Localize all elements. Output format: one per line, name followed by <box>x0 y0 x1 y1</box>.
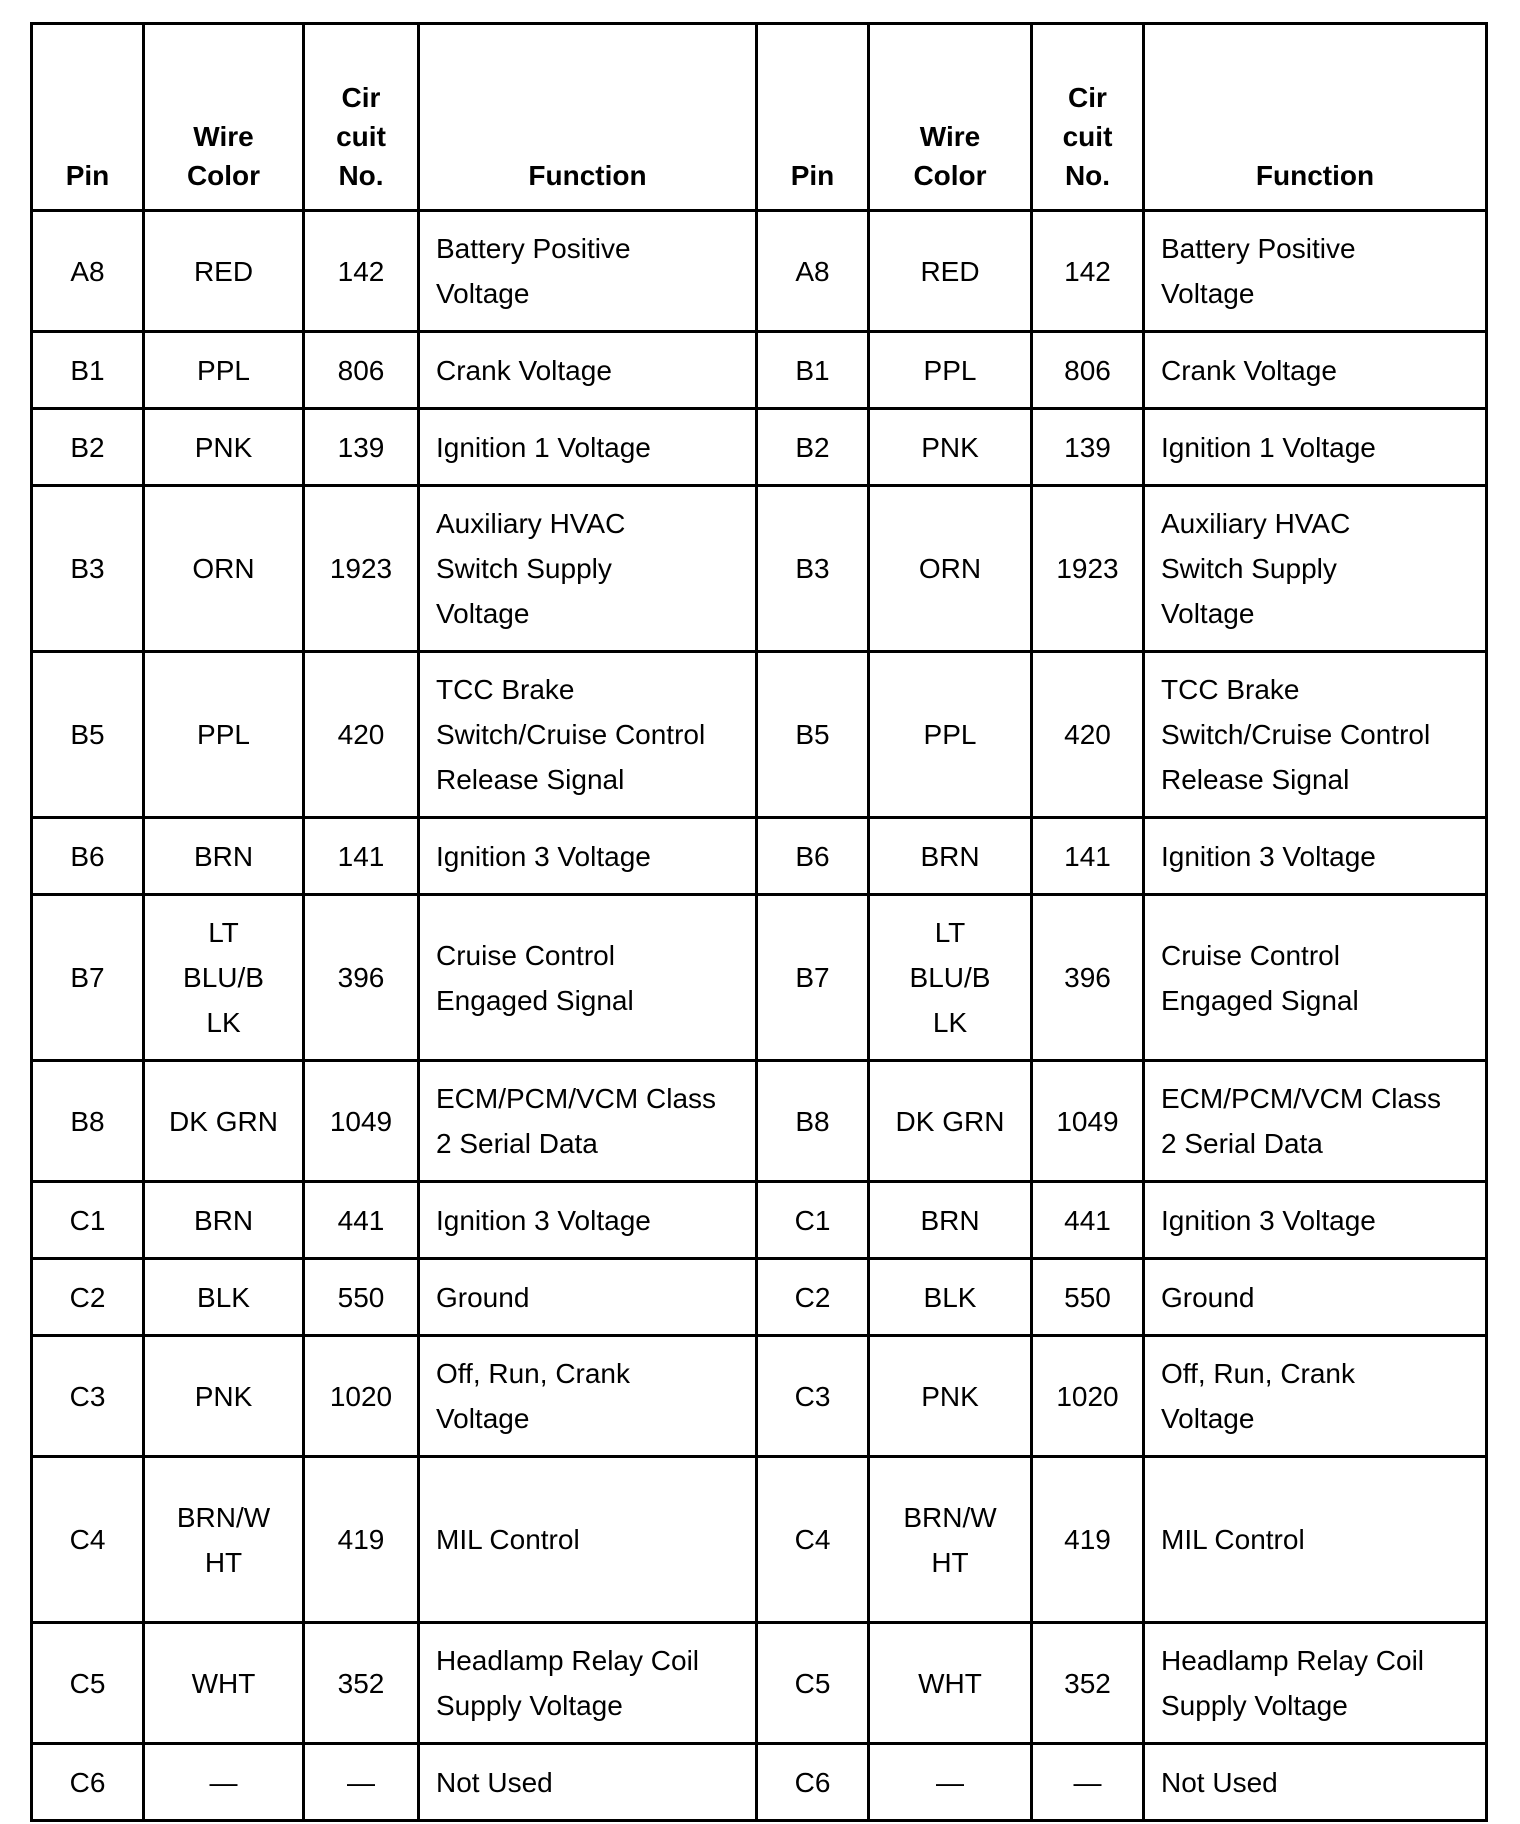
header-wire-color: Wire Color <box>144 24 304 211</box>
wire-color-cell <box>144 818 304 895</box>
wire-color-cell-right <box>869 818 1032 895</box>
table-row <box>32 1259 1487 1336</box>
function-cell <box>419 818 757 895</box>
wire-color-cell <box>144 1623 304 1744</box>
circuit-no-cell <box>304 1623 419 1744</box>
wire-color-cell-right <box>869 486 1032 652</box>
header-pin: Pin <box>32 24 144 211</box>
function-cell-right <box>1144 486 1487 652</box>
function-cell <box>419 332 757 409</box>
pin-cell-right <box>757 818 869 895</box>
cell-text: 419 <box>337 1524 385 1555</box>
cell-text: PPL <box>923 719 977 750</box>
wire-color-cell-right <box>869 1744 1032 1821</box>
wire-color-cell <box>144 1061 304 1182</box>
cell-text: BRN <box>193 840 254 872</box>
pin-cell-right <box>757 1259 869 1336</box>
function-cell <box>419 1182 757 1259</box>
header-function: Function <box>419 24 757 211</box>
cell-text: LT BLU/B LK <box>183 917 264 1038</box>
wire-color-cell <box>144 1336 304 1457</box>
cell-text: B1 <box>795 354 830 386</box>
circuit-no-cell <box>304 486 419 652</box>
cell-text: B3 <box>795 553 830 584</box>
cell-text: Off, Run, Crank Voltage <box>436 1358 631 1434</box>
pin-cell-right <box>757 332 869 409</box>
function-cell <box>419 1259 757 1336</box>
circuit-no-cell-right <box>1032 1623 1144 1744</box>
header-row <box>32 24 1487 211</box>
wire-color-cell <box>144 1457 304 1623</box>
function-cell-right <box>1144 1457 1487 1623</box>
table-row <box>32 1061 1487 1182</box>
circuit-no-cell-right <box>1032 332 1144 409</box>
wire-color-cell-right <box>869 1623 1032 1744</box>
cell-text: BLK <box>923 1281 977 1313</box>
pin-cell <box>32 1061 144 1182</box>
circuit-no-cell <box>304 211 419 332</box>
wire-color-cell <box>144 332 304 409</box>
cell-text: B6 <box>70 840 105 872</box>
cell-text: Ground <box>1161 1281 1255 1313</box>
wire-color-cell-right <box>869 1061 1032 1182</box>
wire-color-cell <box>144 1182 304 1259</box>
table-row <box>32 652 1487 818</box>
cell-text: C1 <box>794 1204 831 1236</box>
pin-cell-right <box>757 1744 869 1821</box>
wire-color-cell-right <box>869 895 1032 1061</box>
cell-text: C5 <box>69 1667 106 1699</box>
circuit-no-cell-right <box>1032 1744 1144 1821</box>
circuit-no-cell-right <box>1032 652 1144 818</box>
cell-text: BLK <box>197 1281 250 1313</box>
wire-color-cell-right <box>869 211 1032 332</box>
table-row <box>32 409 1487 486</box>
function-cell-right <box>1144 652 1487 818</box>
cell-text: C2 <box>69 1281 106 1313</box>
table-row <box>32 895 1487 1061</box>
cell-text: PPL <box>197 719 250 750</box>
pin-cell-right <box>757 1061 869 1182</box>
function-cell-right <box>1144 1623 1487 1744</box>
pin-cell <box>32 409 144 486</box>
wire-color-cell-right <box>869 332 1032 409</box>
cell-text: C5 <box>794 1667 831 1699</box>
cell-text: MIL Control <box>1161 1524 1305 1555</box>
header-circuit-no: Cir cuit No. <box>304 24 419 211</box>
function-cell <box>419 1061 757 1182</box>
connector-pinout-document <box>30 22 1485 1822</box>
cell-text: TCC Brake Switch/Cruise Control Release Signal <box>436 674 706 795</box>
pin-cell <box>32 1744 144 1821</box>
pinout-rows <box>32 211 1487 1821</box>
cell-text: Auxiliary HVAC Switch Supply Voltage <box>436 508 626 629</box>
function-cell-right <box>1144 1259 1487 1336</box>
circuit-no-cell-right <box>1032 1182 1144 1259</box>
cell-text: 142 <box>337 255 385 287</box>
cell-text: A8 <box>795 255 830 287</box>
circuit-no-cell-right <box>1032 895 1144 1061</box>
cell-text: Cruise Control Engaged Signal <box>1161 939 1359 1016</box>
cell-text: C6 <box>69 1766 106 1798</box>
cell-text: 806 <box>1064 354 1111 386</box>
function-cell-right <box>1144 895 1487 1061</box>
circuit-no-cell <box>304 895 419 1061</box>
function-cell <box>419 1457 757 1623</box>
function-cell <box>419 486 757 652</box>
pin-cell <box>32 486 144 652</box>
wire-color-cell-right <box>869 1457 1032 1623</box>
wire-color-cell <box>144 895 304 1061</box>
pin-cell <box>32 1623 144 1744</box>
circuit-no-cell-right <box>1032 486 1144 652</box>
cell-text: 396 <box>337 962 385 993</box>
function-cell-right <box>1144 409 1487 486</box>
cell-text: — <box>347 1766 375 1798</box>
cell-text: 806 <box>337 354 385 386</box>
wire-color-cell <box>144 486 304 652</box>
cell-text: C1 <box>69 1204 106 1236</box>
cell-text: 352 <box>1064 1667 1111 1699</box>
cell-text: Auxiliary HVAC Switch Supply Voltage <box>1161 508 1351 629</box>
circuit-no-cell <box>304 818 419 895</box>
cell-text: DK GRN <box>169 1105 278 1137</box>
header-pin-right: Pin <box>757 24 869 211</box>
cell-text: BRN <box>920 840 980 872</box>
circuit-no-cell <box>304 652 419 818</box>
circuit-no-cell <box>304 1744 419 1821</box>
cell-text: B5 <box>795 719 830 750</box>
cell-text: Ignition 3 Voltage <box>1161 1204 1376 1236</box>
cell-text: B6 <box>795 840 830 872</box>
cell-text: B8 <box>70 1105 105 1137</box>
cell-text: 352 <box>337 1667 385 1699</box>
circuit-no-cell-right <box>1032 409 1144 486</box>
function-cell-right <box>1144 1336 1487 1457</box>
cell-text: C4 <box>794 1524 831 1555</box>
cell-text: 419 <box>1064 1524 1111 1555</box>
cell-text: — <box>1073 1766 1102 1798</box>
wire-color-cell-right <box>869 409 1032 486</box>
cell-text: Cruise Control Engaged Signal <box>436 939 634 1016</box>
cell-text: 139 <box>1064 431 1111 463</box>
circuit-no-cell-right <box>1032 1336 1144 1457</box>
pin-cell-right <box>757 1623 869 1744</box>
cell-text: ORN <box>192 553 255 584</box>
cell-text: 1923 <box>329 553 393 584</box>
circuit-no-cell <box>304 1336 419 1457</box>
cell-text: Headlamp Relay Coil Supply Voltage <box>436 1645 700 1721</box>
pin-cell-right <box>757 1182 869 1259</box>
cell-text: 141 <box>337 840 385 872</box>
circuit-no-cell <box>304 409 419 486</box>
table-row <box>32 818 1487 895</box>
cell-text: 1049 <box>1056 1105 1119 1137</box>
function-cell <box>419 652 757 818</box>
wire-color-cell-right <box>869 1182 1032 1259</box>
wire-color-cell <box>144 409 304 486</box>
pin-cell <box>32 1457 144 1623</box>
circuit-no-cell <box>304 1457 419 1623</box>
cell-text: RED <box>920 255 980 287</box>
table-row <box>32 1457 1487 1623</box>
cell-text: B2 <box>70 431 105 463</box>
cell-text: 420 <box>1064 719 1111 750</box>
wire-color-cell <box>144 1744 304 1821</box>
function-cell-right <box>1144 211 1487 332</box>
cell-text: Headlamp Relay Coil Supply Voltage <box>1161 1645 1425 1721</box>
cell-text: 420 <box>337 719 385 750</box>
circuit-no-cell <box>304 332 419 409</box>
cell-text: C2 <box>794 1281 831 1313</box>
pinout-table <box>30 22 1488 1822</box>
cell-text: Ignition 3 Voltage <box>436 840 651 872</box>
table-row <box>32 1336 1487 1457</box>
table-row <box>32 1182 1487 1259</box>
pin-cell-right <box>757 409 869 486</box>
cell-text: Ignition 1 Voltage <box>436 431 651 463</box>
pin-cell <box>32 211 144 332</box>
function-cell <box>419 211 757 332</box>
function-cell-right <box>1144 1744 1487 1821</box>
cell-text: WHT <box>918 1667 982 1699</box>
cell-text: Crank Voltage <box>436 354 612 386</box>
pin-cell <box>32 818 144 895</box>
cell-text: B5 <box>70 719 105 750</box>
circuit-no-cell <box>304 1061 419 1182</box>
function-cell <box>419 1623 757 1744</box>
function-cell-right <box>1144 1061 1487 1182</box>
cell-text: PPL <box>923 354 977 386</box>
cell-text: B7 <box>70 962 105 993</box>
cell-text: 141 <box>1064 840 1111 872</box>
cell-text: A8 <box>70 255 105 287</box>
pin-cell-right <box>757 652 869 818</box>
function-cell-right <box>1144 818 1487 895</box>
cell-text: B2 <box>795 431 830 463</box>
cell-text: RED <box>193 255 254 287</box>
pin-cell <box>32 1259 144 1336</box>
function-cell <box>419 1744 757 1821</box>
circuit-no-cell <box>304 1182 419 1259</box>
cell-text: Off, Run, Crank Voltage <box>1161 1358 1356 1434</box>
cell-text: Ignition 1 Voltage <box>1161 431 1376 463</box>
function-cell-right <box>1144 1182 1487 1259</box>
circuit-no-cell-right <box>1032 1457 1144 1623</box>
cell-text: Battery Positive Voltage <box>1161 233 1356 309</box>
wire-color-cell <box>144 652 304 818</box>
table-row <box>32 1623 1487 1744</box>
circuit-no-cell-right <box>1032 818 1144 895</box>
cell-text: PNK <box>194 1380 253 1412</box>
cell-text: Not Used <box>1161 1766 1278 1798</box>
cell-text: PPL <box>197 354 250 386</box>
cell-text: B3 <box>70 553 105 584</box>
table-row <box>32 1744 1487 1821</box>
cell-text: — <box>209 1766 238 1798</box>
wire-color-cell <box>144 1259 304 1336</box>
cell-text: Crank Voltage <box>1161 354 1337 386</box>
wire-color-cell <box>144 211 304 332</box>
cell-text: PNK <box>194 431 253 463</box>
cell-text: 441 <box>1064 1204 1111 1236</box>
cell-text: BRN <box>920 1204 980 1236</box>
pin-cell <box>32 1182 144 1259</box>
cell-text: MIL Control <box>436 1524 580 1555</box>
table-row <box>32 332 1487 409</box>
cell-text: 1020 <box>329 1380 393 1412</box>
circuit-no-cell-right <box>1032 1061 1144 1182</box>
cell-text: ORN <box>918 553 982 584</box>
cell-text: 550 <box>1064 1281 1111 1313</box>
circuit-no-cell-right <box>1032 1259 1144 1336</box>
cell-text: PNK <box>921 1380 979 1412</box>
cell-text: B8 <box>795 1105 830 1137</box>
pin-cell-right <box>757 895 869 1061</box>
cell-text: BRN/W HT <box>176 1501 271 1578</box>
cell-text: 142 <box>1064 255 1111 287</box>
cell-text: 441 <box>337 1204 385 1236</box>
cell-text: DK GRN <box>895 1105 1005 1137</box>
cell-text: 396 <box>1064 962 1111 993</box>
cell-text: ECM/PCM/VCM Class 2 Serial Data <box>436 1083 717 1159</box>
table-row <box>32 211 1487 332</box>
circuit-no-cell <box>304 1259 419 1336</box>
cell-text: B7 <box>795 962 830 993</box>
pin-cell <box>32 895 144 1061</box>
header-wire-color-right: Wire Color <box>869 24 1032 211</box>
function-cell <box>419 895 757 1061</box>
cell-text: LT BLU/B LK <box>909 917 991 1038</box>
cell-text: 1049 <box>329 1105 393 1137</box>
function-cell <box>419 409 757 486</box>
pin-cell-right <box>757 486 869 652</box>
cell-text: Ignition 3 Voltage <box>436 1204 651 1236</box>
header-circuit-no-right: Cir cuit No. <box>1032 24 1144 211</box>
wire-color-cell-right <box>869 652 1032 818</box>
cell-text: Ignition 3 Voltage <box>1161 840 1376 872</box>
cell-text: WHT <box>191 1667 256 1699</box>
wire-color-cell-right <box>869 1336 1032 1457</box>
cell-text: Not Used <box>436 1766 553 1798</box>
pin-cell <box>32 332 144 409</box>
pin-cell <box>32 1336 144 1457</box>
pin-cell-right <box>757 1457 869 1623</box>
function-cell <box>419 1336 757 1457</box>
cell-text: C3 <box>794 1380 831 1412</box>
header-function-right: Function <box>1144 24 1487 211</box>
cell-text: C3 <box>69 1380 106 1412</box>
cell-text: 139 <box>337 431 385 463</box>
cell-text: 1020 <box>1056 1380 1119 1412</box>
function-cell-right <box>1144 332 1487 409</box>
cell-text: BRN/W HT <box>903 1501 997 1578</box>
cell-text: C6 <box>794 1766 831 1798</box>
cell-text: — <box>936 1766 964 1798</box>
cell-text: PNK <box>921 431 979 463</box>
cell-text: BRN <box>193 1204 254 1236</box>
cell-text: B1 <box>70 354 105 386</box>
cell-text: TCC Brake Switch/Cruise Control Release Signal <box>1161 674 1431 795</box>
cell-text: ECM/PCM/VCM Class 2 Serial Data <box>1161 1083 1442 1159</box>
cell-text: Battery Positive Voltage <box>436 233 631 309</box>
circuit-no-cell-right <box>1032 211 1144 332</box>
cell-text: Ground <box>436 1281 530 1313</box>
pin-cell-right <box>757 1336 869 1457</box>
wire-color-cell-right <box>869 1259 1032 1336</box>
pin-cell <box>32 652 144 818</box>
table-row <box>32 486 1487 652</box>
pin-cell-right <box>757 211 869 332</box>
cell-text: 550 <box>337 1281 385 1313</box>
cell-text: C4 <box>69 1524 106 1555</box>
cell-text: 1923 <box>1056 553 1119 584</box>
